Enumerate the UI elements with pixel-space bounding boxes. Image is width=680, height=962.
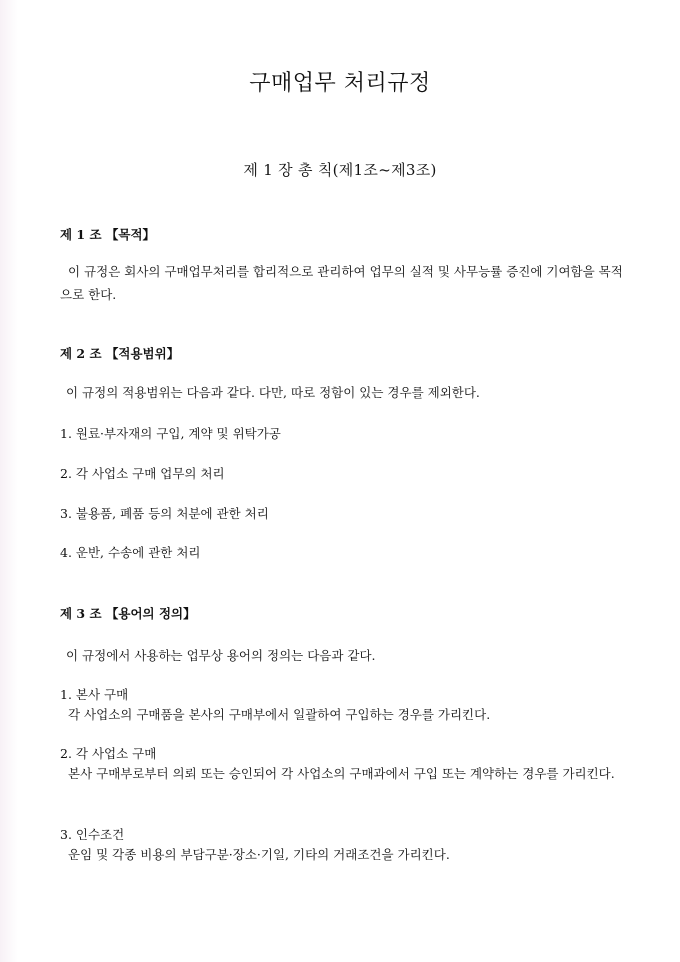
term-definition: 각 사업소의 구매품을 본사의 구매부에서 일괄하여 구입하는 경우를 가리킨다. xyxy=(68,707,491,722)
chapter-heading: 제 1 장 총 칙(제1조~제3조) xyxy=(243,161,437,179)
term-definition: 본사 구매부로부터 의뢰 또는 승인되어 각 사업소의 구매과에서 구입 또는 계약하는 경우를 가리킨다. xyxy=(68,766,615,781)
article-2-item: 2. 각 사업소 구매 업무의 처리 xyxy=(60,466,225,481)
term-definition: 운임 및 각종 비용의 부담구분·장소·기일, 기타의 거래조건을 가리킨다. xyxy=(68,847,450,862)
term-title: 3. 인수조건 xyxy=(60,827,125,842)
article-1-heading: 제 1 조 【목적】 xyxy=(60,227,156,242)
document-title: 구매업무 처리규정 xyxy=(249,71,431,96)
article-3-intro: 이 규정에서 사용하는 업무상 용어의 정의는 다음과 같다. xyxy=(66,648,376,663)
term-title: 2. 각 사업소 구매 xyxy=(60,746,157,761)
article-2-item: 4. 운반, 수송에 관한 처리 xyxy=(60,545,201,560)
article-1-body: 이 규정은 회사의 구매업무처리를 합리적으로 관리하여 업무의 실적 및 사무능률 증진에 기여함을 목적으로 한다. xyxy=(60,264,623,302)
term-title: 1. 본사 구매 xyxy=(60,687,129,702)
article-2-item: 1. 원료·부자재의 구입, 계약 및 위탁가공 xyxy=(60,426,281,441)
article-2-item: 3. 불용품, 폐품 등의 처분에 관한 처리 xyxy=(60,506,269,521)
article-2-heading: 제 2 조 【적용범위】 xyxy=(60,346,180,361)
article-2-intro: 이 규정의 적용범위는 다음과 같다. 다만, 따로 정함이 있는 경우를 제외한다. xyxy=(66,385,480,400)
article-3-heading: 제 3 조 【용어의 정의】 xyxy=(60,606,196,621)
